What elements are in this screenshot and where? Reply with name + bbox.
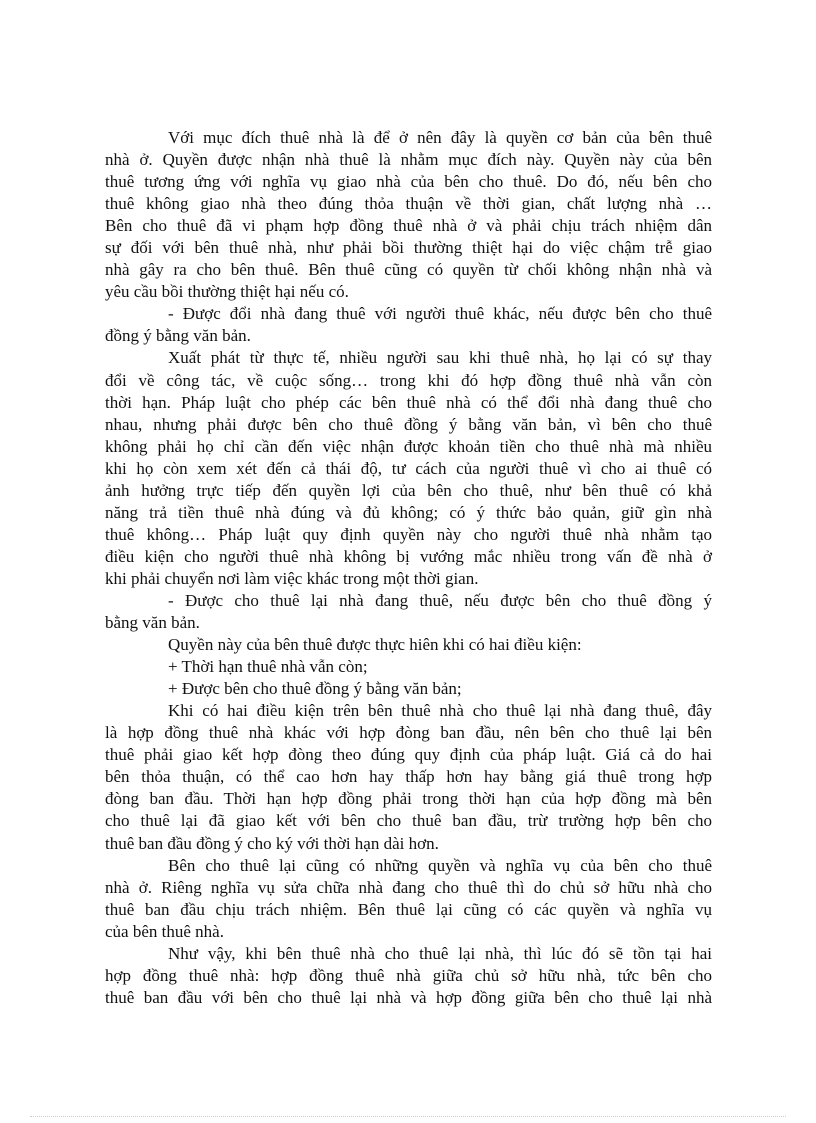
text-line: bên thỏa thuận, có thể cao hơn hay thấp hơn hay bằng giá thuê trong hợp xyxy=(105,767,712,787)
text-line: - Được đổi nhà đang thuê với người thuê khác, nếu được bên cho thuê xyxy=(168,304,712,324)
text-line: thuê ban đầu đồng ý cho ký với thời hạn dài hơn. xyxy=(105,833,439,853)
text-line: ảnh hưởng trực tiếp đến quyền lợi của bên cho thuê, như bên thuê có khả xyxy=(105,480,712,500)
text-line: Khi có hai điều kiện trên bên thuê nhà cho thuê lại nhà đang thuê, đây xyxy=(168,701,712,721)
text-line: bằng văn bản. xyxy=(105,613,200,633)
text-line: Bên cho thuê đã vi phạm hợp đồng thuê nhà ở và phải chịu trách nhiệm dân xyxy=(105,216,712,236)
text-line: cho thuê lại đã giao kết với bên cho thuê ban đầu, trừ trường hợp bên cho xyxy=(105,811,712,831)
text-line: thuê phải giao kết hợp đòng theo đúng quy định của pháp luật. Giá cả do hai xyxy=(105,745,712,765)
text-line: khi phải chuyển nơi làm việc khác trong một thời gian. xyxy=(105,568,479,588)
text-line: thuê không giao nhà theo đúng thỏa thuận về thời gian, chất lượng nhà … xyxy=(105,194,712,214)
text-line: điều kiện cho người thuê nhà không bị vướng mắc nhiều trong vấn đề nhà ở xyxy=(105,546,712,566)
text-line: - Được cho thuê lại nhà đang thuê, nếu được bên cho thuê đồng ý xyxy=(168,590,712,610)
text-line: + Thời hạn thuê nhà vẫn còn; xyxy=(168,657,368,677)
text-line: khi họ còn xem xét đến cả thái độ, tư cách của người thuê vì cho ai thuê có xyxy=(105,458,712,478)
text-line: thuê ban đầu chịu trách nhiệm. Bên thuê lại cũng có các quyền và nghĩa vụ xyxy=(105,899,712,919)
text-line: Xuất phát từ thực tế, nhiều người sau khi thuê nhà, họ lại có sự thay xyxy=(168,348,712,368)
page-bottom-divider xyxy=(30,1116,786,1117)
text-line: nhau, nhưng phải được bên cho thuê đồng ý bằng văn bản, vì bên cho thuê xyxy=(105,414,712,434)
text-line: yêu cầu bồi thường thiệt hại nếu có. xyxy=(105,282,349,302)
text-line: sự đối với bên thuê nhà, như phải bồi thường thiệt hại do việc chậm trễ giao xyxy=(105,238,712,258)
text-line: đổi về công tác, về cuộc sống… trong khi đó hợp đồng thuê nhà vẫn còn xyxy=(105,370,712,390)
text-line: năng trả tiền thuê nhà đúng và đủ không; có ý thức bảo quản, giữ gìn nhà xyxy=(105,502,712,522)
text-line: + Được bên cho thuê đồng ý bằng văn bản; xyxy=(168,679,462,699)
text-line: nhà ở. Riêng nghĩa vụ sửa chữa nhà đang cho thuê thì do chủ sở hữu nhà cho xyxy=(105,877,712,897)
text-line: thuê không… Pháp luật quy định quyền này cho người thuê nhà nhằm tạo xyxy=(105,524,712,544)
text-line: Quyền này của bên thuê được thực hiên khi có hai điều kiện: xyxy=(168,635,582,655)
text-line: Như vậy, khi bên thuê nhà cho thuê lại nhà, thì lúc đó sẽ tồn tại hai xyxy=(168,943,712,963)
text-line: không phải họ chỉ cần đến việc nhận được khoản tiền cho thuê nhà mà nhiều xyxy=(105,436,712,456)
text-line: thuê tương ứng với nghĩa vụ giao nhà của bên cho thuê. Do đó, nếu bên cho xyxy=(105,172,712,192)
text-line: hợp đồng thuê nhà: hợp đồng thuê nhà giữa chủ sở hữu nhà, tức bên cho xyxy=(105,965,712,985)
text-line: nhà ở. Quyền được nhận nhà thuê là nhằm mục đích này. Quyền này của bên xyxy=(105,150,712,170)
text-line: Bên cho thuê lại cũng có những quyền và nghĩa vụ của bên cho thuê xyxy=(168,855,712,875)
text-line: thuê ban đầu với bên cho thuê lại nhà và hợp đồng giữa bên cho thuê lại nhà xyxy=(105,987,712,1007)
text-line: nhà gây ra cho bên thuê. Bên thuê cũng có quyền từ chối không nhận nhà và xyxy=(105,260,712,280)
text-line: thời hạn. Pháp luật cho phép các bên thuê nhà có thể đổi nhà đang thuê cho xyxy=(105,392,712,412)
text-line: đòng ban đầu. Thời hạn hợp đồng phải trong thời hạn của hợp đồng mà bên xyxy=(105,789,712,809)
text-line: của bên thuê nhà. xyxy=(105,921,224,941)
text-line: đồng ý bằng văn bản. xyxy=(105,326,251,346)
text-line: Với mục đích thuê nhà là để ở nên đây là quyền cơ bản của bên thuê xyxy=(168,128,712,147)
text-line: là hợp đồng thuê nhà khác với hợp đòng ban đầu, nên bên cho thuê lại bên xyxy=(105,723,712,743)
document-body xyxy=(105,127,712,1009)
